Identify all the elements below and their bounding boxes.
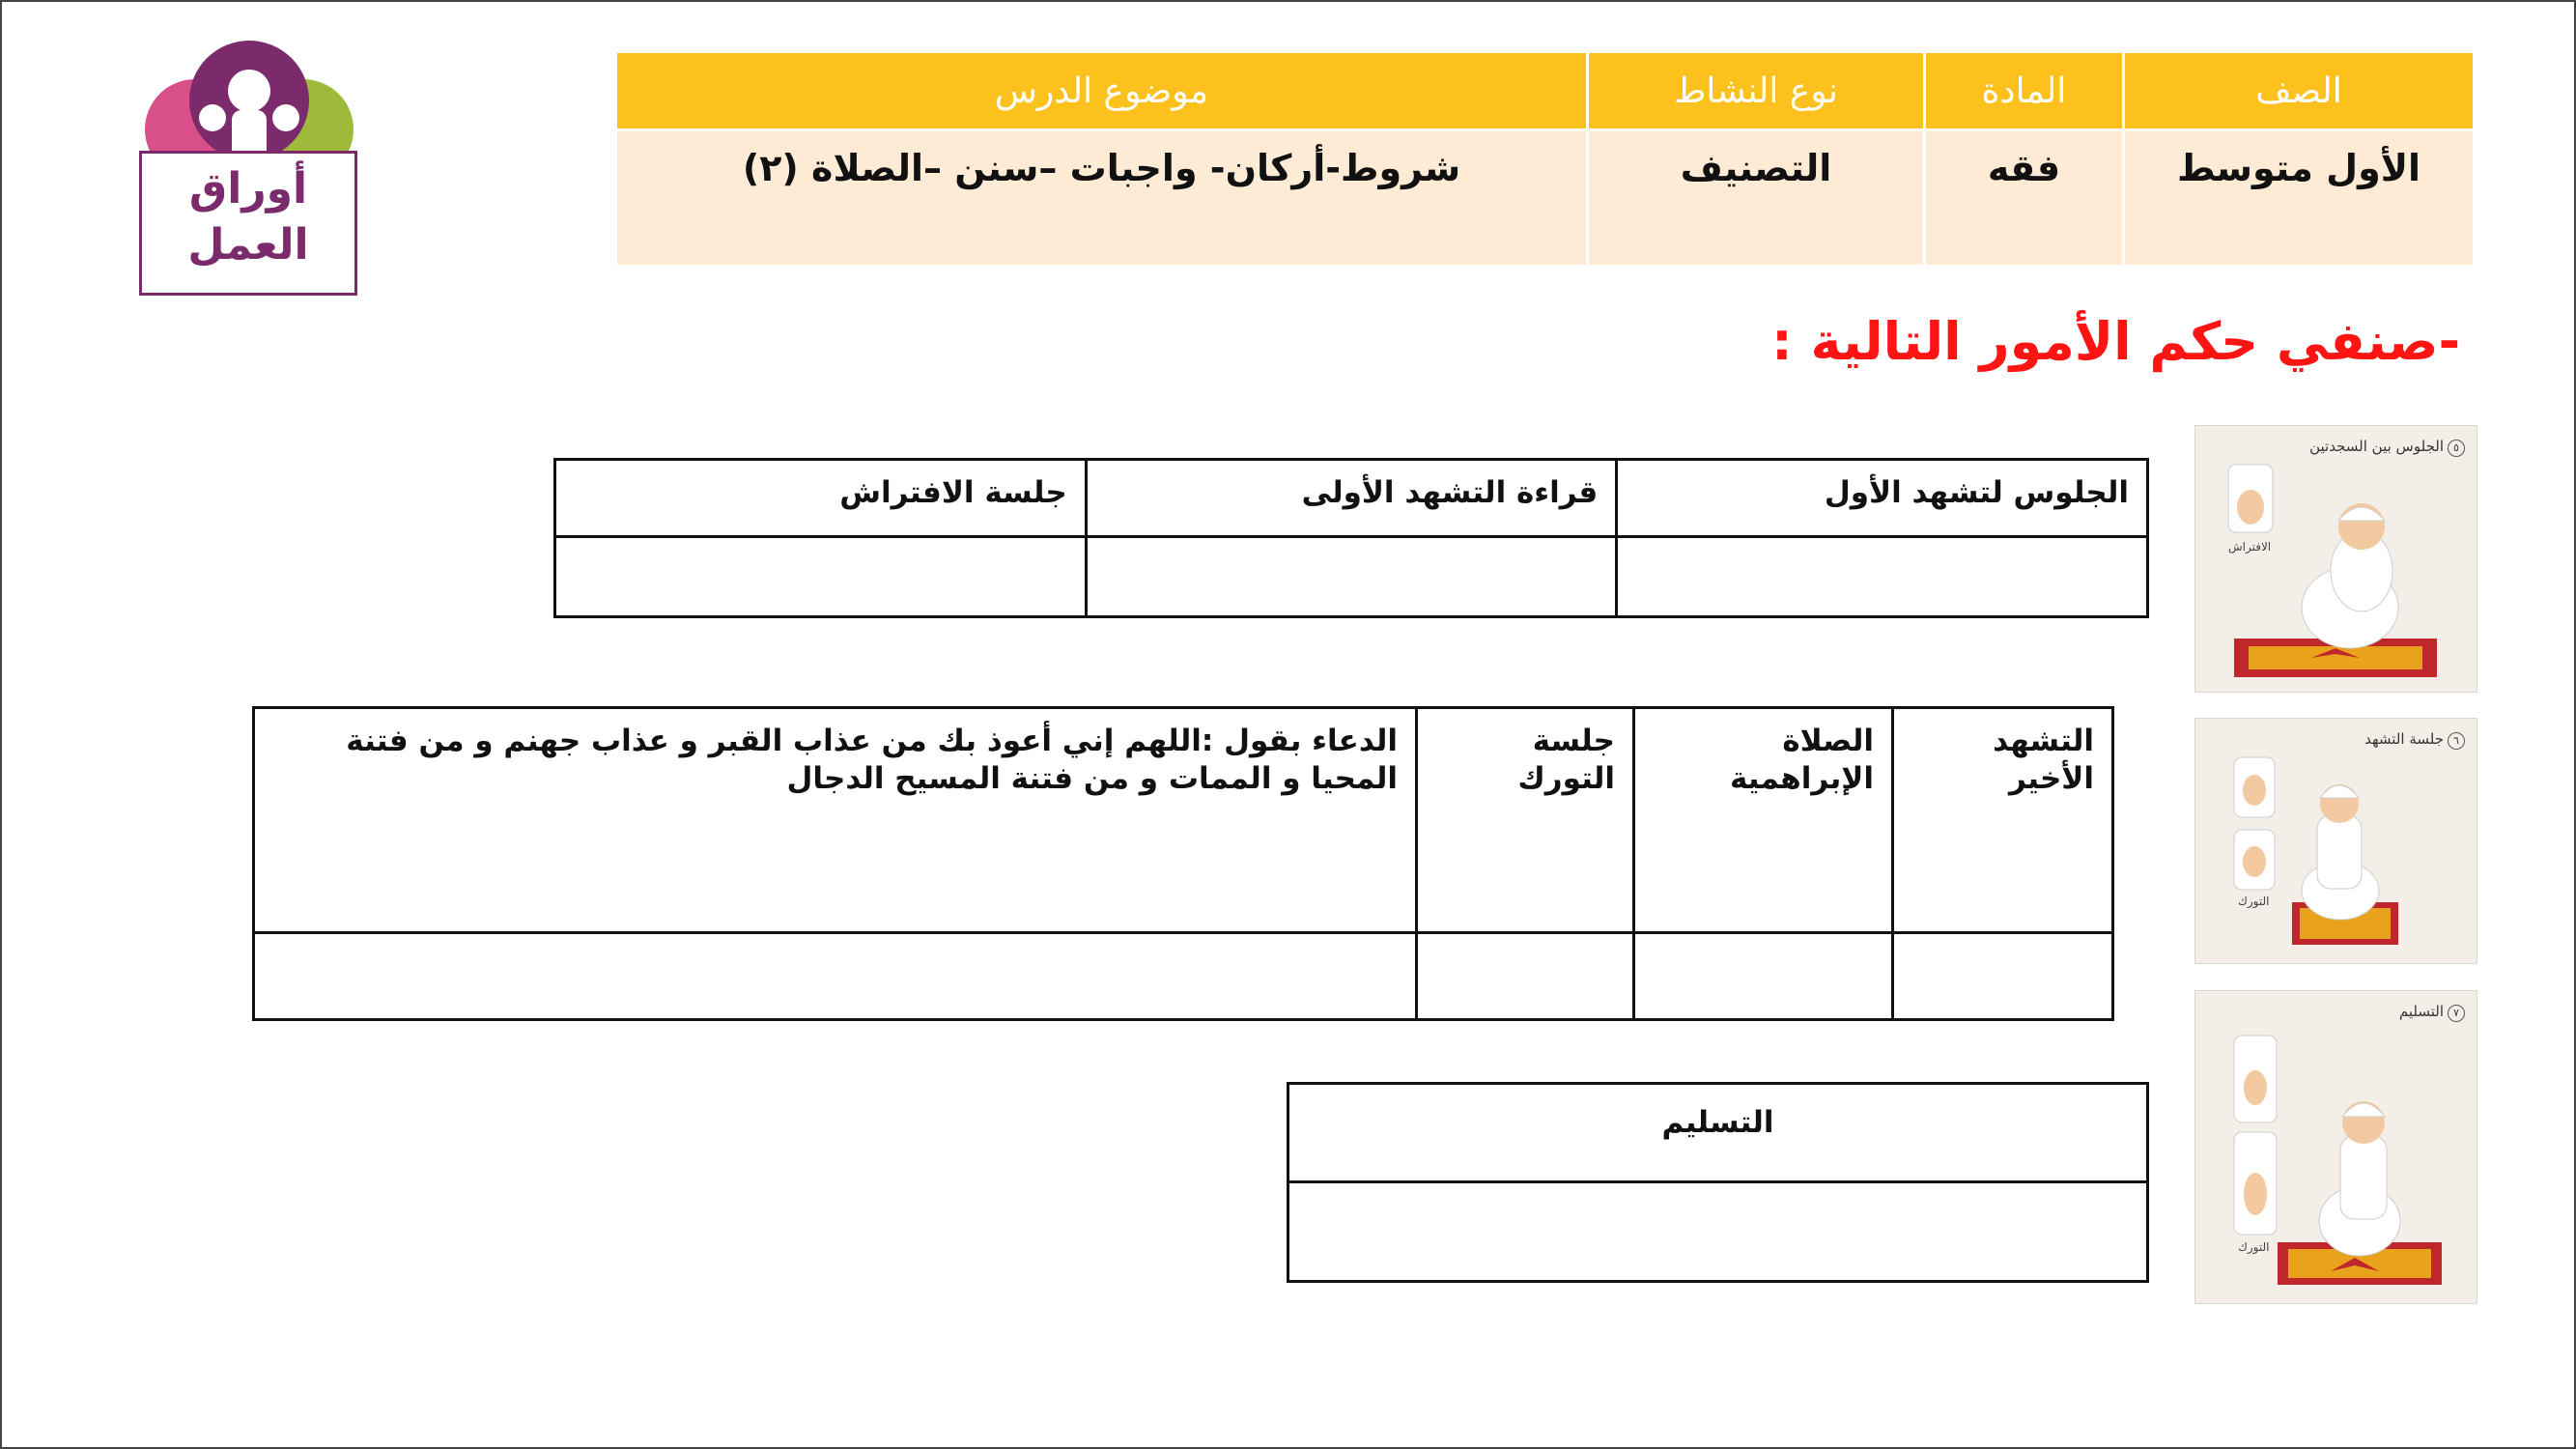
card-sublabel: التورك (2238, 1240, 2270, 1254)
item-dua: الدعاء بقول :اللهم إني أعوذ بك من عذاب القبر و عذاب جهنم و من فتنة المحيا و الممات و من فتنة المسيح الدجال (254, 708, 1417, 933)
illustration-card-tashahhud-sitting (2194, 718, 2477, 964)
answer-cell[interactable] (1288, 1182, 2148, 1282)
logo-arch-icon (135, 33, 363, 168)
answer-cell[interactable] (1893, 933, 2113, 1020)
info-header-row (616, 52, 2475, 130)
answer-cell[interactable] (1417, 933, 1634, 1020)
answer-cell[interactable] (1617, 537, 2148, 617)
item-ibrahimi-salah: الصلاة الإبراهمية (1634, 708, 1893, 933)
card-caption (2309, 438, 2465, 457)
logo-text-box (139, 151, 357, 296)
card-caption (2399, 1003, 2465, 1022)
classify-table-3 (1287, 1082, 2149, 1283)
tashahhud-boy-illustration (2195, 719, 2477, 964)
header-subject: المادة (1925, 52, 2124, 130)
header-grade: الصف (2124, 52, 2475, 130)
card-sublabel: الافتراش (2228, 540, 2272, 554)
card-caption-text: الجلوس بين السجدتين (2309, 438, 2444, 455)
answer-cell[interactable] (1634, 933, 1893, 1020)
value-grade: الأول متوسط (2124, 130, 2475, 267)
item-tawarruk-sitting: جلسة التورك (1417, 708, 1634, 933)
sitting-boy-illustration (2195, 426, 2477, 693)
item-last-tashahhud: التشهد الأخير (1893, 708, 2113, 933)
logo-line-1: أوراق (188, 164, 308, 213)
card-caption (2364, 730, 2465, 750)
illustration-card-sitting-between-prostrations (2194, 425, 2477, 693)
classify-table-1 (553, 458, 2149, 618)
item-reading-first-tashahhud: قراءة التشهد الأولى (1086, 460, 1617, 537)
card-number: ٦ (2448, 732, 2465, 750)
classify-table-2 (252, 706, 2114, 1021)
value-activity-type: التصنيف (1588, 130, 1925, 267)
info-values-row (616, 130, 2475, 267)
card-number: ٧ (2448, 1005, 2465, 1022)
worksheets-logo (135, 33, 363, 268)
item-sitting-first-tashahhud: الجلوس لتشهد الأول (1617, 460, 2148, 537)
illustration-card-tasleem (2194, 990, 2477, 1304)
card-sublabel: التورك (2238, 895, 2270, 908)
answer-cell[interactable] (1086, 537, 1617, 617)
tasleem-boy-illustration (2195, 991, 2477, 1304)
answer-cell[interactable] (555, 537, 1087, 617)
lesson-info-table (614, 50, 2476, 268)
card-caption-text: التسليم (2398, 1003, 2444, 1020)
item-iftirash-sitting: جلسة الافتراش (555, 460, 1087, 537)
header-activity-type: نوع النشاط (1588, 52, 1925, 130)
logo-line-2: العمل (187, 220, 309, 270)
value-lesson-topic: شروط-أركان- واجبات –سنن –الصلاة (٢) (616, 130, 1588, 267)
header-lesson-topic: موضوع الدرس (616, 52, 1588, 130)
item-tasleem: التسليم (1288, 1084, 2148, 1182)
answer-cell[interactable] (254, 933, 1417, 1020)
card-number: ٥ (2448, 440, 2465, 457)
card-caption-text: جلسة التشهد (2364, 730, 2444, 748)
value-subject: فقه (1925, 130, 2124, 267)
instruction-heading: -صنفي حكم الأمور التالية : (1771, 311, 2460, 372)
